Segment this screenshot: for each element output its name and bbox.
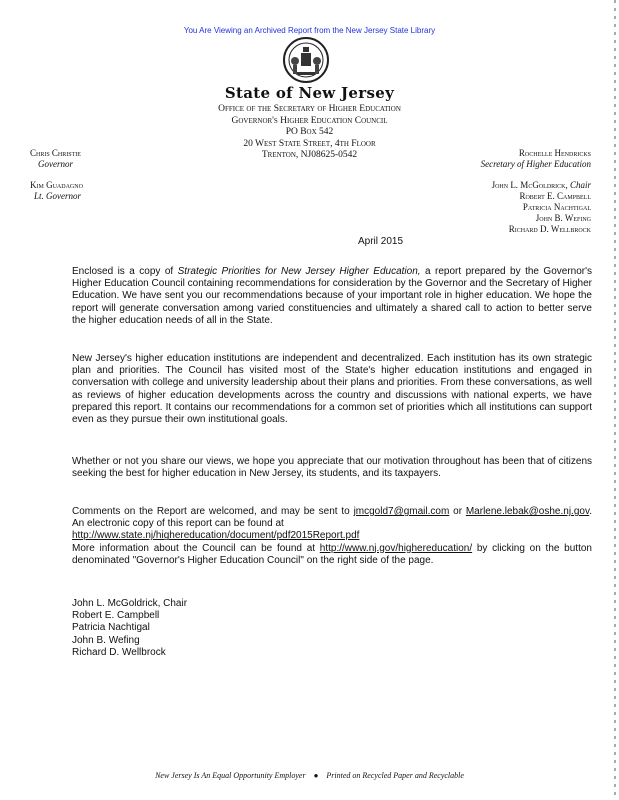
p1-text-cont: a report prepared by the Governor's Higher Education Council containing recommendations for consideration by the Governor and the Secretary of Higher Education. We have sent you our recommendations because of your important role in higher education. We hope the report will generate conversation among varied constituencies and ultimately a shared call to action to better serve the higher education needs of all in the State. xyxy=(72,266,593,326)
archive-notice-banner: You Are Viewing an Archived Report from the New Jersey State Library xyxy=(183,26,436,35)
email-link-2[interactable]: Marlene.lebak@oshe.nj.gov xyxy=(465,506,590,517)
governor-column xyxy=(30,148,83,202)
office-line: Governor's Higher Education Council xyxy=(231,115,388,126)
office-line: Office of the Secretary of Higher Education xyxy=(218,104,401,114)
office-line: 20 West State Street, 4th Floor xyxy=(243,138,376,149)
report-title: Strategic Priorities for New Jersey Higher Education, xyxy=(177,266,421,277)
signatory-list xyxy=(72,598,187,659)
council-member: Robert E. Campbell xyxy=(519,191,591,201)
letterhead-state-title: State of New Jersey xyxy=(224,84,395,102)
council-chair xyxy=(481,180,591,191)
office-line: Trenton, NJ08625-0542 xyxy=(261,150,358,160)
council-chair-name: John L. McGoldrick, xyxy=(491,180,568,190)
council-member: John B. Wefing xyxy=(535,213,591,223)
council-member: Richard D. Wellbrock xyxy=(508,224,591,234)
governor-title: Governor xyxy=(38,159,73,169)
council-chair-role: Chair xyxy=(569,180,591,190)
state-seal-icon xyxy=(282,36,330,84)
signatory: Robert E. Campbell xyxy=(72,610,160,622)
lt-governor-title: Lt. Governor xyxy=(34,191,81,201)
governor-name: Chris Christie xyxy=(30,148,81,158)
scan-edge-marks xyxy=(613,0,617,800)
secretary-name: Rochelle Hendricks xyxy=(518,148,591,158)
letter-date: April 2015 xyxy=(358,236,404,247)
p4-or: or xyxy=(449,506,466,517)
footer-right: Printed on Recycled Paper and Recyclable xyxy=(326,771,464,780)
body-paragraph-1 xyxy=(72,266,592,327)
report-url-link[interactable]: http://www.state.nj/highereducation/document/pdf2015Report.pdf xyxy=(72,530,360,542)
council-column xyxy=(481,148,591,235)
p4-more: More information about the Council can be found at xyxy=(72,542,320,554)
secretary-title: Secretary of Higher Education xyxy=(480,159,591,169)
body-paragraph-3: Whether or not you share our views, we hope you appreciate that our motivation throughout has been that of citizens seeking the best for higher education in New Jersey, its students, and its taxpayers. xyxy=(72,456,592,480)
email-link-1[interactable]: jmcgold7@gmail.com xyxy=(353,506,450,517)
body-paragraph-4 xyxy=(72,506,592,567)
council-member: Patricia Nachtigal xyxy=(522,202,591,212)
lt-governor-name: Kim Guadagno xyxy=(30,180,83,190)
office-line: PO Box 542 xyxy=(285,127,334,137)
p1-text: Enclosed is a copy of xyxy=(72,266,178,277)
p4-end: by clicking on the button denominated "Governor's Higher Education Council" on the right side of the page. xyxy=(72,542,592,566)
signatory: Richard D. Wellbrock xyxy=(72,646,166,658)
p4-mid: . An electronic copy of this report can be found at xyxy=(72,506,592,530)
signatory: John L. McGoldrick, Chair xyxy=(72,598,188,609)
bullet-icon: ● xyxy=(313,771,319,780)
signatory: Patricia Nachtigal xyxy=(72,622,150,634)
signatory: John B. Wefing xyxy=(72,634,140,646)
body-paragraph-2: New Jersey's higher education institutions are independent and decentralized. Each institution has its own strategic plan and priorities. The Council has visited most of the State's higher education institutions and engaged in conversation with college and university leadership about their plans and priorities. From these conversations, as well as reviews of higher education developments across the country and discussions with national experts, we have prepared this report. It contains our recommendations for a common set of priorities which all institutions can support even as they pursue their own institutional goals. xyxy=(72,353,592,426)
council-url-link[interactable]: http://www.nj.gov/highereducation/ xyxy=(319,542,473,554)
footer-left: New Jersey Is An Equal Opportunity Employer xyxy=(155,771,306,780)
p4-text: Comments on the Report are welcomed, and may be sent to xyxy=(72,506,354,517)
footer xyxy=(0,771,619,780)
